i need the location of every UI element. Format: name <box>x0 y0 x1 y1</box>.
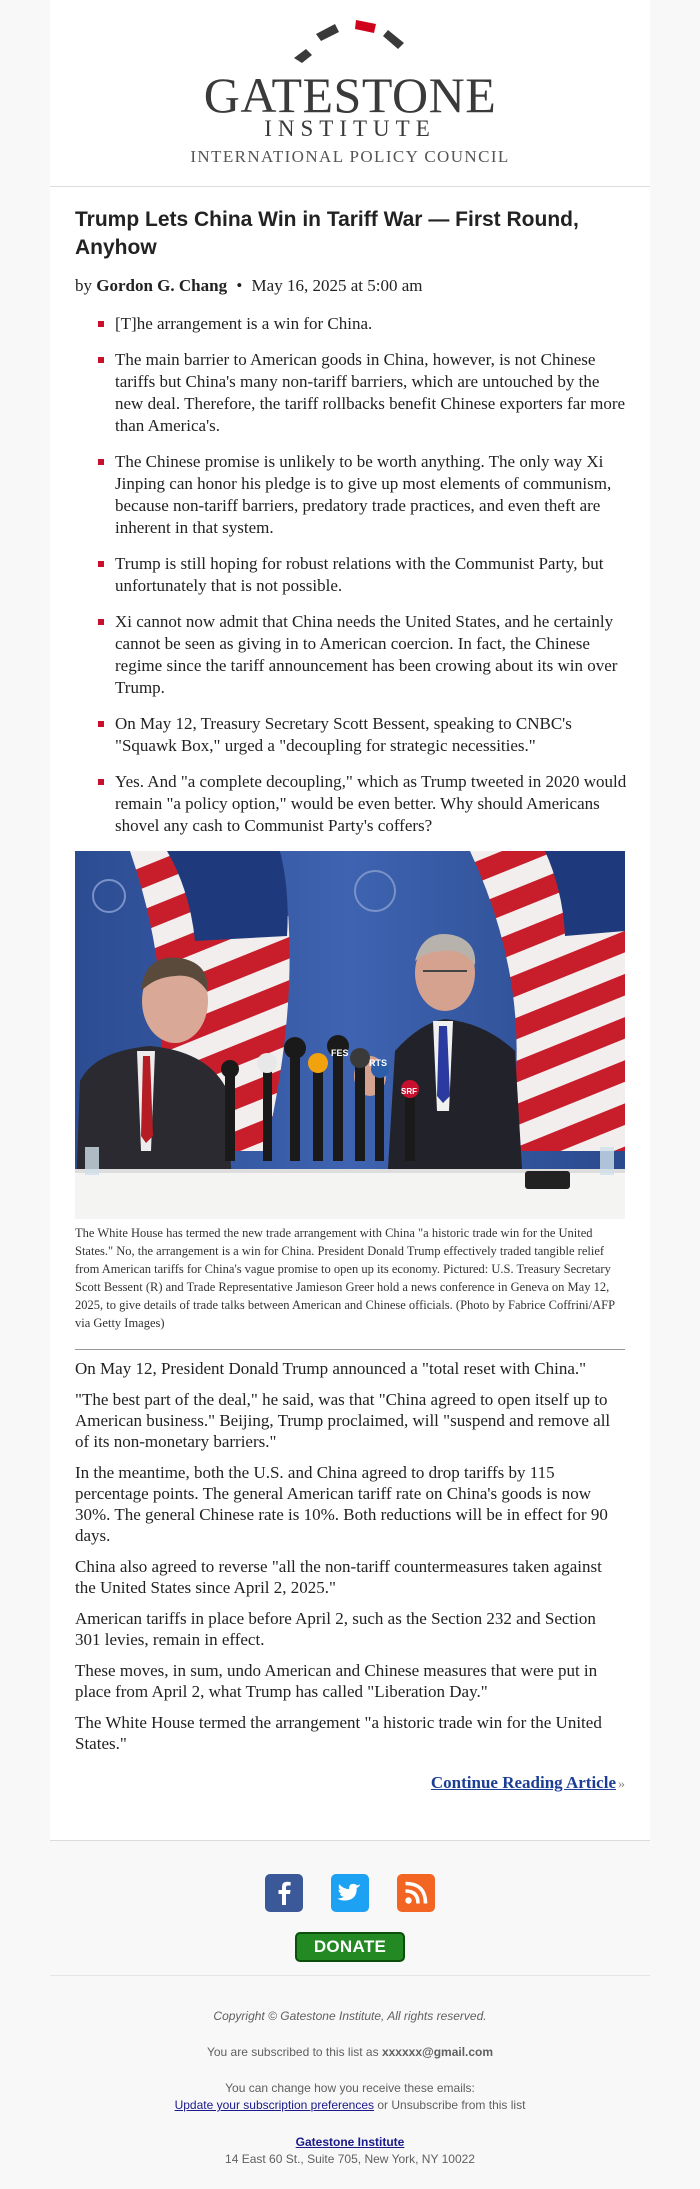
microphone <box>290 1051 300 1161</box>
org-name-link[interactable]: Gatestone Institute <box>295 2135 405 2149</box>
header-divider <box>50 186 650 187</box>
footer-change-text: You can change how you receive these emails: <box>225 2081 475 2095</box>
twitter-icon[interactable] <box>331 1874 369 1912</box>
mic-label: RTS <box>369 1058 387 1068</box>
article-photo[interactable] <box>75 851 625 1219</box>
microphone <box>313 1066 323 1161</box>
footer-preferences <box>50 2097 650 2114</box>
article-title[interactable]: Trump Lets China Win in Tariff War — First Round, Anyhow <box>75 208 579 259</box>
body-paragraph: American tariffs in place before April 2, such as the Section 232 and Section 301 levies, remain in effect. <box>75 1609 596 1649</box>
subscribed-text: You are subscribed to this list as <box>206 2045 379 2059</box>
gatestone-logo[interactable] <box>50 0 650 185</box>
summary-bullet: Trump is still hoping for robust relations with the Communist Party, but unfortunately that is not possible. <box>75 553 630 597</box>
logo-arc-right-mark <box>383 30 404 49</box>
footer-address: 14 East 60 St., Suite 705, New York, NY 10022 <box>225 2152 475 2166</box>
rss-icon[interactable] <box>397 1874 435 1912</box>
publish-date: May 16, 2025 at 5:00 am <box>251 276 423 295</box>
body-paragraph: China also agreed to reverse "all the non-tariff countermeasures taken against the United States since April 2, 2025." <box>75 1557 602 1597</box>
continue-arrow-icon: » <box>618 1777 625 1792</box>
table-device <box>525 1171 570 1189</box>
body-paragraph: On May 12, President Donald Trump announced a "total reset with China." <box>75 1359 587 1378</box>
microphone <box>308 1053 328 1073</box>
body-paragraph: These moves, in sum, undo American and Chinese measures that were put in place from April 2, what Trump has called "Liberation Day." <box>75 1661 598 1701</box>
summary-bullet: The main barrier to American goods in China, however, is not Chinese tariffs but China's many non-tariff barriers, which are untouched by the new deal. Therefore, the tariff rollbacks benefit Chinese exporters far more than America's. <box>75 349 630 437</box>
byline-separator: • <box>236 276 243 295</box>
summary-bullet: On May 12, Treasury Secretary Scott Bessent, speaking to CNBC's "Squawk Box," urged a "decoupling for strategic necessities." <box>75 713 630 757</box>
summary-bullet: Xi cannot now admit that China needs the United States, and he certainly cannot be seen as giving in to American coercion. In fact, the Chinese regime since the tariff announcement has been crowing about its win over Trump. <box>75 611 630 699</box>
footer-copyright: Copyright © Gatestone Institute, All rights reserved. <box>213 2009 487 2023</box>
author-name: Gordon G. Chang <box>96 276 228 295</box>
subscriber-email: xxxxxx@gmail.com <box>381 2045 494 2059</box>
continue-reading <box>75 1771 625 1797</box>
unsubscribe-text[interactable]: or Unsubscribe from this list <box>377 2098 526 2112</box>
byline <box>75 274 630 298</box>
card-bottom-divider <box>50 1840 650 1841</box>
microphone <box>263 1066 272 1161</box>
update-preferences-link[interactable]: Update your subscription preferences <box>174 2098 375 2112</box>
social-icons <box>0 1874 700 1912</box>
water-glass <box>600 1147 614 1175</box>
body-paragraph: "The best part of the deal," he said, was that "China agreed to open itself up to American business." Beijing, Trump proclaimed, will "suspend and remove all of its non-monetary barriers." <box>75 1390 611 1451</box>
logo-arc-left-mark <box>294 49 312 63</box>
microphone <box>355 1061 365 1161</box>
summary-bullets <box>75 313 630 851</box>
water-glass <box>85 1147 99 1175</box>
donate-button[interactable]: DONATE <box>295 1932 405 1962</box>
logo-tagline-text: INTERNATIONAL POLICY COUNCIL <box>190 147 510 166</box>
logo-arc-red-mark <box>355 20 376 33</box>
facebook-icon[interactable] <box>265 1874 303 1912</box>
continue-reading-link[interactable]: Continue Reading Article <box>430 1773 616 1792</box>
microphone <box>257 1053 277 1073</box>
summary-bullet: Yes. And "a complete decoupling," which as Trump tweeted in 2020 would remain "a policy option," would be even better. Why should Americans shovel any cash to Communist Party's coffers? <box>75 771 630 837</box>
mic-label: FES <box>331 1048 349 1058</box>
summary-bullet: [T]he arrangement is a win for China. <box>75 313 630 335</box>
microphone <box>405 1091 415 1161</box>
summary-bullet: The Chinese promise is unlikely to be worth anything. The only way Xi Jinping can honor his pledge is to give up most elements of communism, because non-tariff barriers, predatory trade practices, and even theft are inherent in that system. <box>75 451 630 539</box>
body-paragraph: The White House termed the arrangement "a historic trade win for the United States." <box>75 1713 602 1753</box>
logo-main-text: GATESTONE <box>203 67 497 123</box>
microphone <box>221 1060 239 1078</box>
microphone <box>333 1049 343 1161</box>
logo-sub-text: INSTITUTE <box>264 116 436 141</box>
footer-subscription <box>50 2044 650 2061</box>
microphone <box>225 1071 235 1161</box>
footer-org <box>50 2134 650 2151</box>
microphone <box>284 1037 306 1059</box>
microphone <box>375 1071 384 1161</box>
footer-divider <box>50 1975 650 1976</box>
microphone <box>350 1048 370 1068</box>
caption-divider <box>75 1349 625 1350</box>
photo-caption: The White House has termed the new trade arrangement with China "a historic trade win for the United States." No, the arrangement is a win for China. President Donald Trump effectively traded tangible relief from American tariffs for China's vague promise to open up its economy. Pictured: U.S. Treasury Secretary Scott Bessent (R) and Trade Representative Jamieson Greer hold a news conference in Geneva on May 12, 2025, to give details of trade talks between American and Chinese officials. (Photo by Fabrice Coffrini/AFP via Getty Images) <box>75 1226 615 1330</box>
email-card <box>50 0 650 1840</box>
byline-prefix: by <box>75 276 92 295</box>
logo-arc-mid-mark <box>316 24 339 41</box>
article-body <box>75 1358 625 1764</box>
body-paragraph: In the meantime, both the U.S. and China agreed to drop tariffs by 115 percentage points. The general American tariff rate on China's goods is now 30%. The general Chinese rate is 10%. Both reductions will be in effect for 90 days. <box>75 1463 608 1545</box>
mic-label: SRF <box>401 1087 417 1096</box>
